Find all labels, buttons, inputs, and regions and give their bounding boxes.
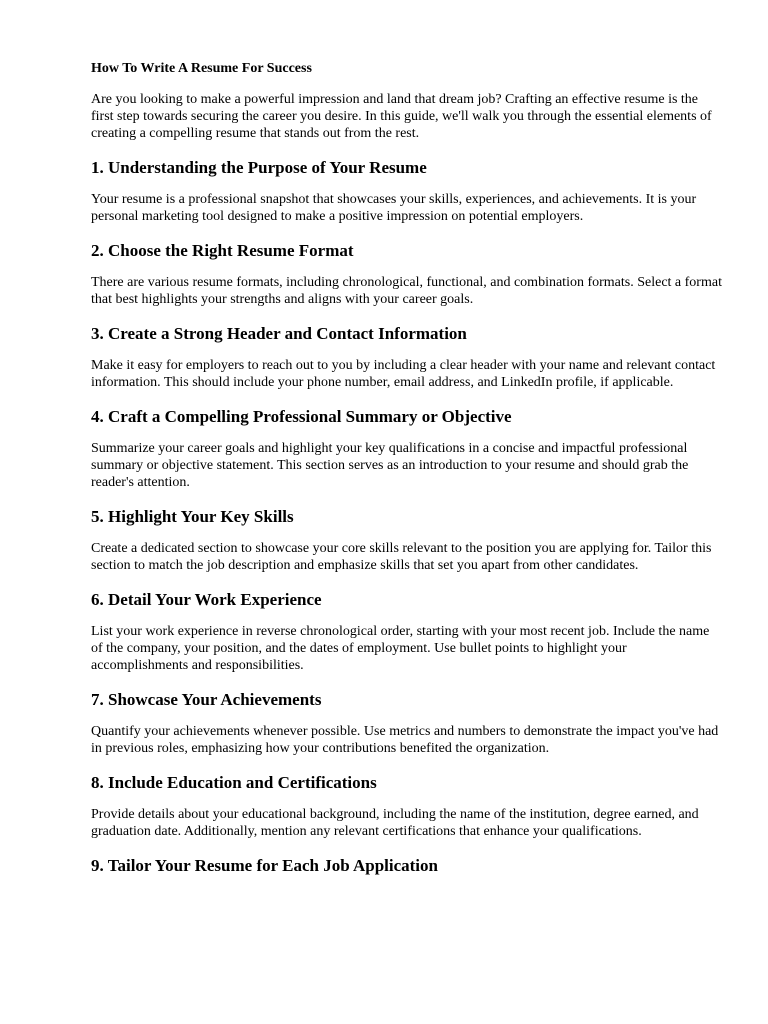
section-2-heading: 2. Choose the Right Resume Format (91, 241, 354, 260)
section-8-body: Provide details about your educational background, including the name of the institution, degree earned, and graduation date. Additionally, mention any relevant certifications that enhance your qualifications. (91, 807, 699, 839)
section-1-heading: 1. Understanding the Purpose of Your Resume (91, 158, 427, 177)
section-7-body: Quantify your achievements whenever possible. Use metrics and numbers to demonstrate the impact you've had in previous roles, emphasizing how your contributions benefited the organization. (91, 724, 719, 756)
section-7-heading: 7. Showcase Your Achievements (91, 690, 322, 709)
section-6-body: List your work experience in reverse chronological order, starting with your most recent job. Include the name of the company, your position, and the dates of employment. Use bullet points to highlight your accomplishments and responsibilities. (91, 624, 710, 673)
intro-paragraph: Are you looking to make a powerful impression and land that dream job? Crafting an effective resume is the first step towards securing the career you desire. In this guide, we'll walk you through the essential elements of creating a compelling resume that stands out from the rest. (91, 92, 712, 141)
section-3-body: Make it easy for employers to reach out to you by including a clear header with your name and relevant contact information. This should include your phone number, email address, and LinkedIn profile, if applicable. (91, 358, 716, 390)
section-4-heading: 4. Craft a Compelling Professional Summary or Objective (91, 407, 512, 426)
section-5-heading: 5. Highlight Your Key Skills (91, 507, 294, 526)
section-8-heading: 8. Include Education and Certifications (91, 773, 377, 792)
section-6-heading: 6. Detail Your Work Experience (91, 590, 322, 609)
section-4-body: Summarize your career goals and highlight your key qualifications in a concise and impactful professional summary or objective statement. This section serves as an introduction to your resume and should grab the reader's attention. (91, 441, 689, 490)
section-3-heading: 3. Create a Strong Header and Contact Information (91, 324, 467, 343)
section-9-heading: 9. Tailor Your Resume for Each Job Application (91, 856, 438, 875)
section-2-body: There are various resume formats, including chronological, functional, and combination formats. Select a format that best highlights your strengths and aligns with your career goals. (91, 275, 722, 307)
section-1-body: Your resume is a professional snapshot that showcases your skills, experiences, and achievements. It is your personal marketing tool designed to make a positive impression on potential employers. (91, 192, 697, 224)
document-title: How To Write A Resume For Success (91, 61, 312, 76)
section-5-body: Create a dedicated section to showcase your core skills relevant to the position you are applying for. Tailor this section to match the job description and emphasize skills that set you apart from other candidates. (91, 541, 712, 573)
document-content (91, 60, 723, 889)
